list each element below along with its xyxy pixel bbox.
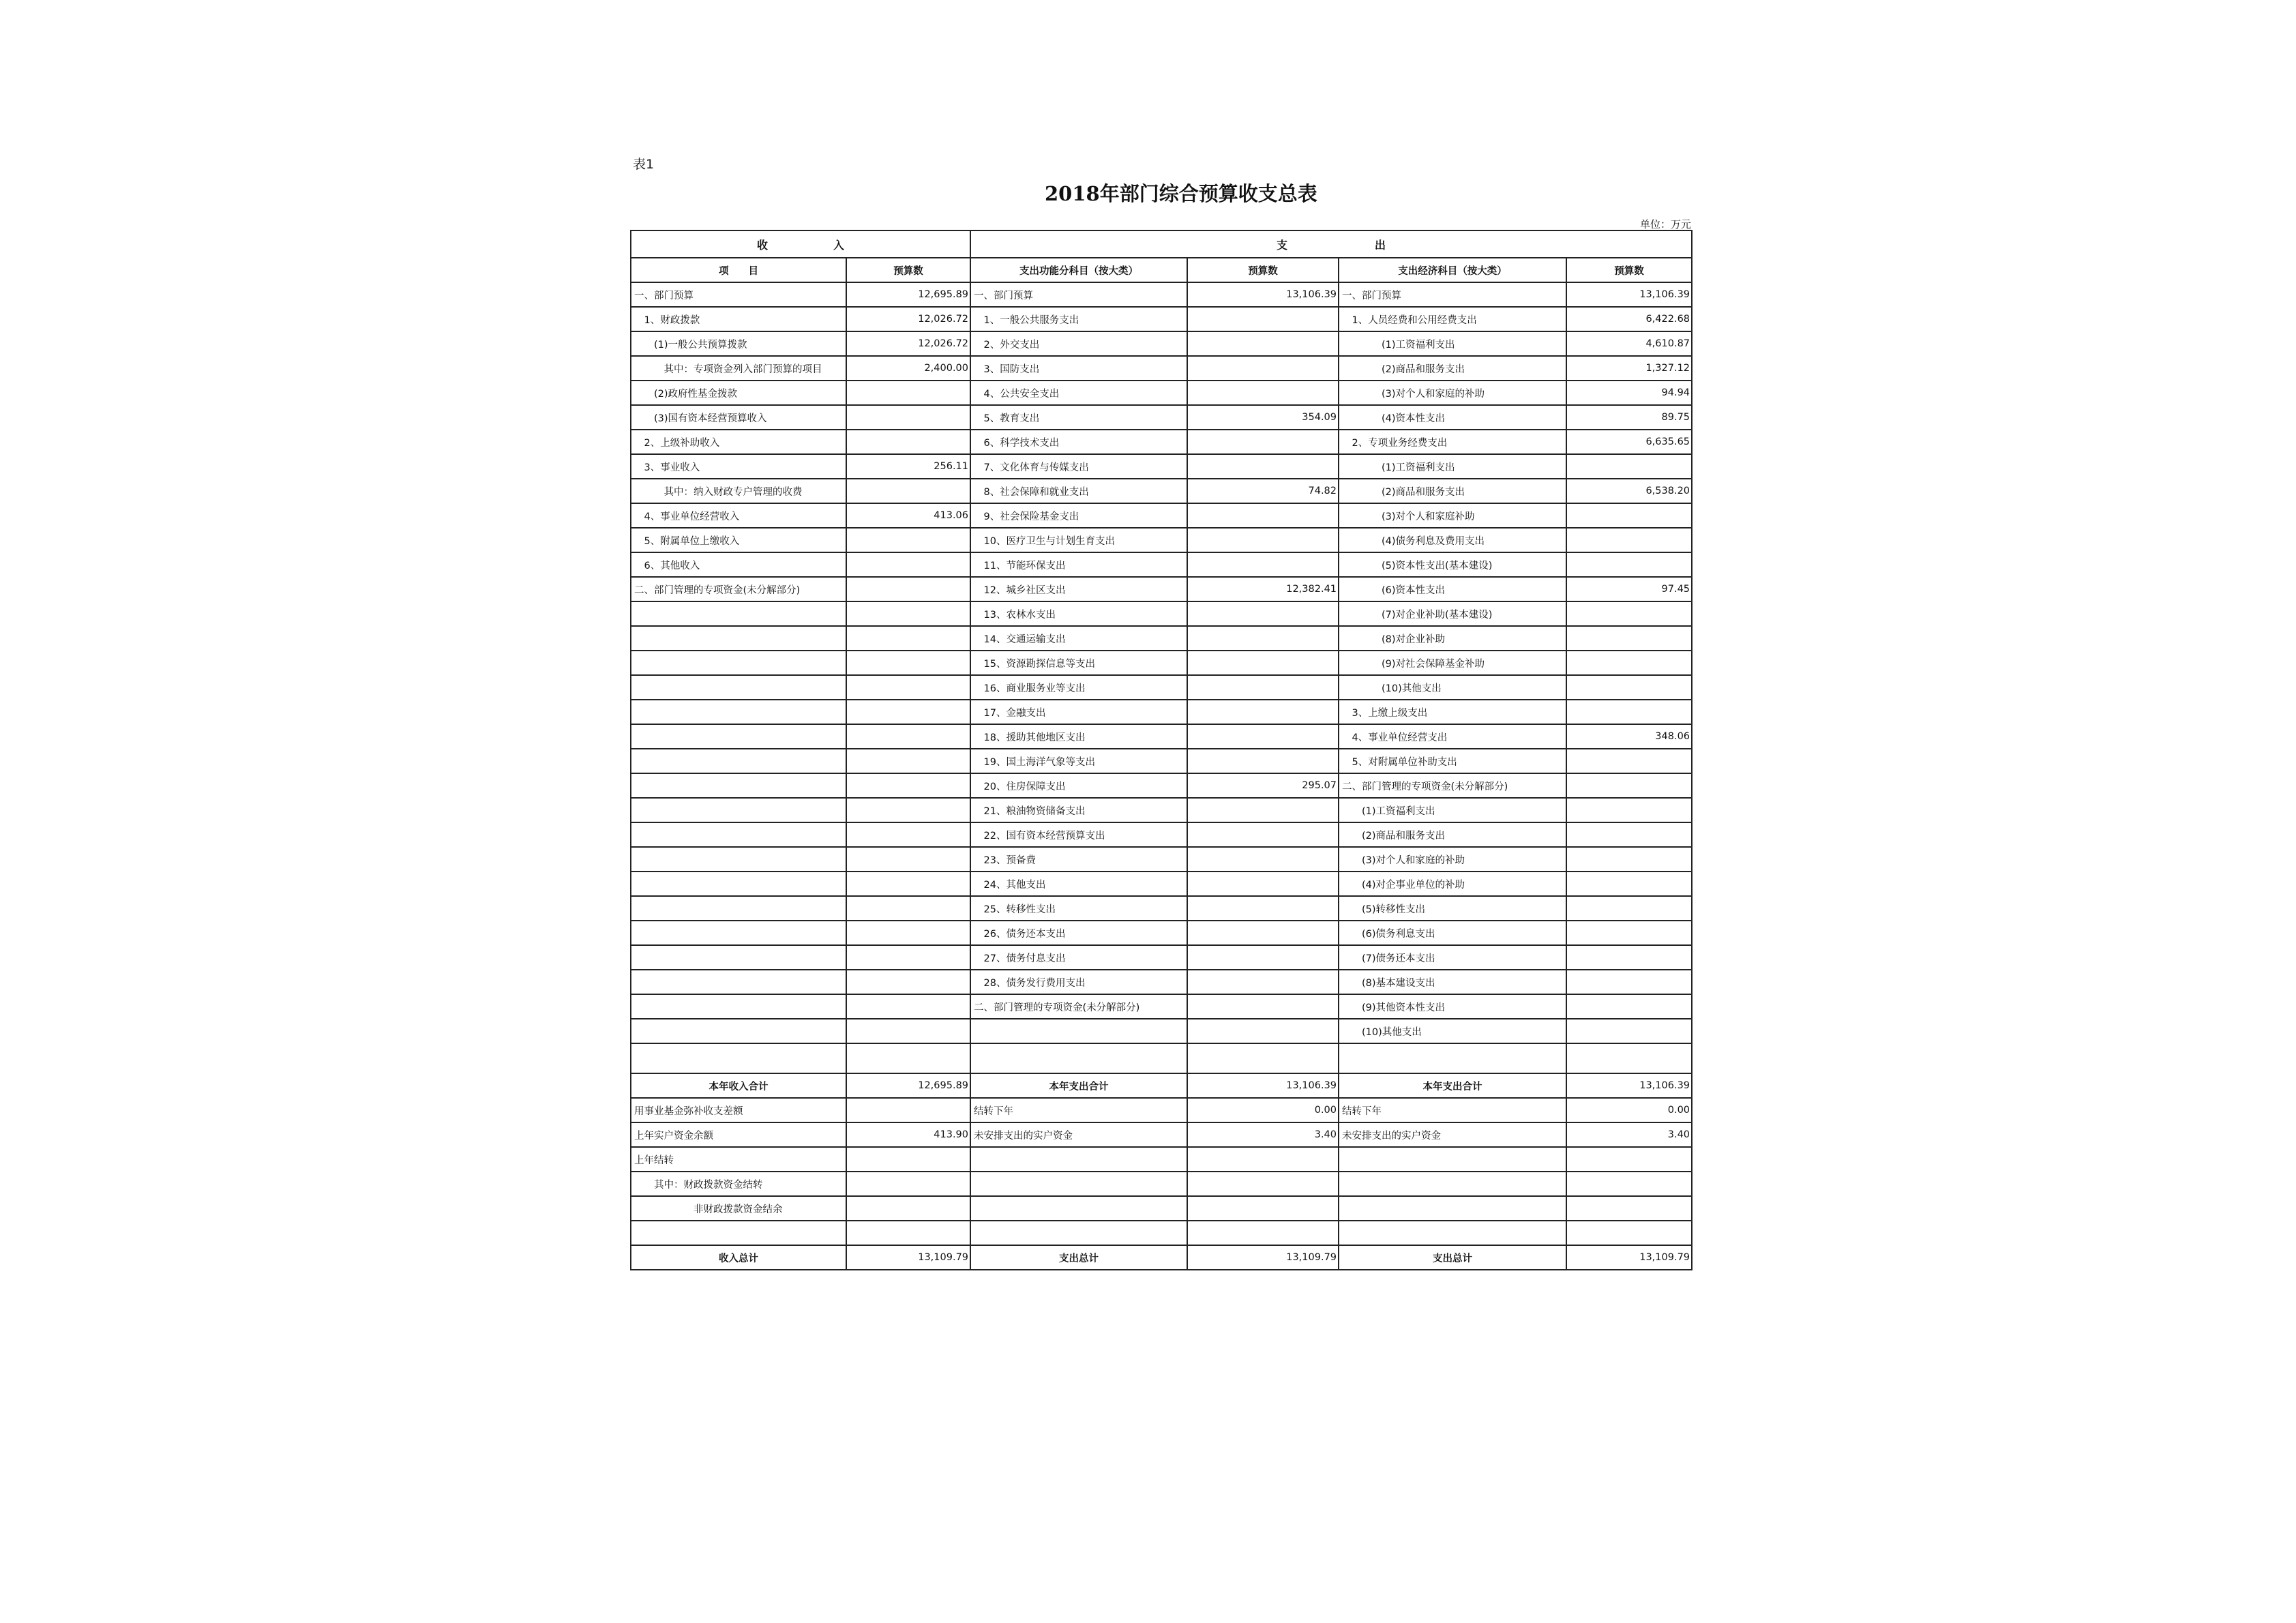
func-amount-cell [1187, 454, 1339, 479]
income-amount-cell [846, 847, 970, 872]
econ-amount-cell [1566, 700, 1692, 724]
econ-amount-cell [1566, 822, 1692, 847]
func-amount-cell [1187, 749, 1339, 773]
income-amount-cell [846, 970, 970, 994]
budget-table [630, 230, 1693, 1270]
func-amount-cell: 74.82 [1187, 479, 1339, 503]
func-amount-cell [1187, 872, 1339, 896]
column-header-row [631, 258, 1692, 282]
income-item-cell: (2)政府性基金拨款 [631, 381, 846, 405]
income-item-header: 项 目 [631, 258, 846, 282]
table-row [631, 479, 1692, 503]
table-row [631, 454, 1692, 479]
econ-amount-cell: 97.45 [1566, 577, 1692, 601]
table-row [631, 872, 1692, 896]
income-amount-cell [846, 994, 970, 1019]
table-row [631, 847, 1692, 872]
econ-amount-cell [1566, 1196, 1692, 1221]
econ-item-cell: (8)对企业补助 [1339, 626, 1566, 651]
func-item-cell: 未安排支出的实户资金 [970, 1122, 1187, 1147]
econ-amount-cell [1566, 994, 1692, 1019]
func-amount-total-cell: 13,109.79 [1187, 1245, 1339, 1270]
econ-amount-cell [1566, 1147, 1692, 1172]
econ-item-cell: (2)商品和服务支出 [1339, 822, 1566, 847]
func-item-cell: 14、交通运输支出 [970, 626, 1187, 651]
table-row [631, 970, 1692, 994]
econ-item-total-cell: 支出总计 [1339, 1245, 1566, 1270]
econ-amount-cell [1566, 921, 1692, 945]
income-item-cell: 1、财政拨款 [631, 307, 846, 331]
income-item-cell [631, 773, 846, 798]
income-amount-cell [846, 479, 970, 503]
econ-amount-cell [1566, 675, 1692, 700]
table-row [631, 822, 1692, 847]
econ-item-cell: 1、人员经费和公用经费支出 [1339, 307, 1566, 331]
expense-section-header: 支 出 [970, 230, 1692, 258]
income-amount-cell [846, 528, 970, 552]
econ-amount-cell [1566, 970, 1692, 994]
econ-amount-cell [1566, 651, 1692, 675]
income-item-cell [631, 651, 846, 675]
func-item-cell: 19、国土海洋气象等支出 [970, 749, 1187, 773]
table-row [631, 1019, 1692, 1043]
income-item-cell [631, 675, 846, 700]
income-amount-total-cell: 12,695.89 [846, 1073, 970, 1098]
income-item-cell: 6、其他收入 [631, 552, 846, 577]
income-item-cell: (1)一般公共预算拨款 [631, 331, 846, 356]
func-amount-cell [1187, 847, 1339, 872]
income-item-cell [631, 749, 846, 773]
table-row [631, 528, 1692, 552]
func-item-cell: 13、农林水支出 [970, 601, 1187, 626]
econ-amount-cell [1566, 749, 1692, 773]
econ-amount-cell [1566, 945, 1692, 970]
econ-amount-cell: 348.06 [1566, 724, 1692, 749]
income-amount-cell [846, 651, 970, 675]
func-amount-cell [1187, 700, 1339, 724]
table-row [631, 798, 1692, 822]
econ-item-cell [1339, 1172, 1566, 1196]
income-amount-cell [846, 601, 970, 626]
func-amount-cell [1187, 798, 1339, 822]
func-item-cell [970, 1172, 1187, 1196]
econ-item-cell: 5、对附属单位补助支出 [1339, 749, 1566, 773]
func-item-cell [970, 1147, 1187, 1172]
income-item-cell: (3)国有资本经营预算收入 [631, 405, 846, 430]
func-amount-cell: 0.00 [1187, 1098, 1339, 1122]
func-amount-cell [1187, 1221, 1339, 1245]
econ-item-cell: (2)商品和服务支出 [1339, 479, 1566, 503]
func-item-cell: 7、文化体育与传媒支出 [970, 454, 1187, 479]
func-amount-total-cell: 13,106.39 [1187, 1073, 1339, 1098]
income-amount-cell [846, 430, 970, 454]
income-amount-cell [846, 1019, 970, 1043]
func-amount-cell [1187, 822, 1339, 847]
table-row [631, 945, 1692, 970]
func-amount-cell [1187, 945, 1339, 970]
table-row [631, 896, 1692, 921]
income-amount-cell: 12,026.72 [846, 307, 970, 331]
func-amount-cell [1187, 1172, 1339, 1196]
func-amount-cell [1187, 651, 1339, 675]
econ-amount-cell [1566, 896, 1692, 921]
func-amount-cell [1187, 307, 1339, 331]
func-item-cell: 21、粮油物资储备支出 [970, 798, 1187, 822]
table-row [631, 1196, 1692, 1221]
table-row [631, 700, 1692, 724]
econ-amount-cell [1566, 1172, 1692, 1196]
page-title: 2018年部门综合预算收支总表 [1045, 182, 1317, 205]
econ-item-cell: 二、部门管理的专项资金(未分解部分) [1339, 773, 1566, 798]
econ-amount-cell: 94.94 [1566, 381, 1692, 405]
func-item-cell: 18、援助其他地区支出 [970, 724, 1187, 749]
econ-item-cell: 2、专项业务经费支出 [1339, 430, 1566, 454]
table-row [631, 430, 1692, 454]
income-item-cell: 2、上级补助收入 [631, 430, 846, 454]
econ-amount-cell [1566, 454, 1692, 479]
table-row [631, 1122, 1692, 1147]
func-amount-cell: 295.07 [1187, 773, 1339, 798]
table-row [631, 577, 1692, 601]
income-item-cell [631, 798, 846, 822]
income-amount-cell [846, 822, 970, 847]
econ-amount-cell [1566, 503, 1692, 528]
income-amount-cell: 413.90 [846, 1122, 970, 1147]
income-item-cell: 其中：财政拨款资金结转 [631, 1172, 846, 1196]
income-item-cell: 非财政拨款资金结余 [631, 1196, 846, 1221]
econ-item-cell: (9)其他资本性支出 [1339, 994, 1566, 1019]
income-amount-cell [846, 552, 970, 577]
func-item-cell [970, 1019, 1187, 1043]
econ-item-cell: (8)基本建设支出 [1339, 970, 1566, 994]
econ-item-cell: (7)债务还本支出 [1339, 945, 1566, 970]
econ-item-cell: (4)对企事业单位的补助 [1339, 872, 1566, 896]
func-item-cell: 20、住房保障支出 [970, 773, 1187, 798]
table-row [631, 307, 1692, 331]
econ-item-cell: (1)工资福利支出 [1339, 798, 1566, 822]
table-row [631, 626, 1692, 651]
income-amount-cell [846, 945, 970, 970]
func-item-cell: 4、公共安全支出 [970, 381, 1187, 405]
income-item-cell [631, 970, 846, 994]
econ-amount-cell [1566, 1221, 1692, 1245]
income-amount-cell [846, 626, 970, 651]
income-item-cell [631, 822, 846, 847]
func-item-cell: 2、外交支出 [970, 331, 1187, 356]
econ-amount-cell: 3.40 [1566, 1122, 1692, 1147]
func-item-cell: 一、部门预算 [970, 282, 1187, 307]
income-amount-cell [846, 700, 970, 724]
func-amount-cell [1187, 921, 1339, 945]
econ-item-cell [1339, 1147, 1566, 1172]
func-amount-cell [1187, 528, 1339, 552]
econ-amount-cell [1566, 773, 1692, 798]
income-item-cell [631, 872, 846, 896]
table-row [631, 1147, 1692, 1172]
table-row [631, 405, 1692, 430]
func-item-cell: 22、国有资本经营预算支出 [970, 822, 1187, 847]
empty-cell [970, 1043, 1187, 1073]
econ-item-cell: (10)其他支出 [1339, 1019, 1566, 1043]
table-number-label: 表1 [633, 157, 655, 172]
budget-table-body [631, 230, 1692, 1270]
func-amount-cell [1187, 1196, 1339, 1221]
econ-amount-cell: 6,635.65 [1566, 430, 1692, 454]
table-row [631, 381, 1692, 405]
func-item-cell: 3、国防支出 [970, 356, 1187, 381]
econ-item-cell: (2)商品和服务支出 [1339, 356, 1566, 381]
income-amount-cell [846, 773, 970, 798]
empty-cell [846, 1043, 970, 1073]
func-item-cell [970, 1196, 1187, 1221]
empty-cell [1339, 1043, 1566, 1073]
func-item-cell: 12、城乡社区支出 [970, 577, 1187, 601]
income-item-cell [631, 847, 846, 872]
empty-cell [1187, 1043, 1339, 1073]
econ-amount-cell: 0.00 [1566, 1098, 1692, 1122]
func-item-cell: 16、商业服务业等支出 [970, 675, 1187, 700]
table-row [631, 331, 1692, 356]
income-amount-cell: 2,400.00 [846, 356, 970, 381]
income-section-header: 收 入 [631, 230, 970, 258]
func-amount-cell [1187, 626, 1339, 651]
econ-item-cell: (5)资本性支出(基本建设) [1339, 552, 1566, 577]
func-amount-cell [1187, 896, 1339, 921]
func-item-cell [970, 1221, 1187, 1245]
func-item-cell: 1、一般公共服务支出 [970, 307, 1187, 331]
econ-item-cell: (3)对个人和家庭的补助 [1339, 381, 1566, 405]
econ-amount-cell: 6,538.20 [1566, 479, 1692, 503]
func-item-cell: 6、科学技术支出 [970, 430, 1187, 454]
income-amount-cell [846, 798, 970, 822]
income-item-cell [631, 700, 846, 724]
econ-item-header: 支出经济科目（按大类） [1339, 258, 1566, 282]
econ-item-cell: (6)资本性支出 [1339, 577, 1566, 601]
table-row [631, 1221, 1692, 1245]
income-item-cell: 4、事业单位经营收入 [631, 503, 846, 528]
func-item-cell: 结转下年 [970, 1098, 1187, 1122]
income-amount-cell: 12,695.89 [846, 282, 970, 307]
income-item-cell: 3、事业收入 [631, 454, 846, 479]
econ-item-cell: (4)资本性支出 [1339, 405, 1566, 430]
func-amount-cell [1187, 724, 1339, 749]
func-item-total-cell: 本年支出合计 [970, 1073, 1187, 1098]
func-amount-cell: 12,382.41 [1187, 577, 1339, 601]
econ-item-cell: (10)其他支出 [1339, 675, 1566, 700]
econ-item-cell: 一、部门预算 [1339, 282, 1566, 307]
econ-item-cell: 结转下年 [1339, 1098, 1566, 1122]
income-amount-cell [846, 1147, 970, 1172]
econ-amount-total-cell: 13,109.79 [1566, 1245, 1692, 1270]
func-amount-cell [1187, 1019, 1339, 1043]
econ-item-cell [1339, 1196, 1566, 1221]
econ-item-cell: (4)债务利息及费用支出 [1339, 528, 1566, 552]
func-amount-cell [1187, 356, 1339, 381]
func-item-cell: 26、债务还本支出 [970, 921, 1187, 945]
income-item-cell [631, 601, 846, 626]
income-amount-header: 预算数 [846, 258, 970, 282]
table-row [631, 356, 1692, 381]
func-amount-cell: 3.40 [1187, 1122, 1339, 1147]
income-item-cell [631, 921, 846, 945]
income-item-cell: 其中：专项资金列入部门预算的项目 [631, 356, 846, 381]
table-row [631, 651, 1692, 675]
func-amount-cell [1187, 601, 1339, 626]
income-item-cell [631, 994, 846, 1019]
income-item-total-cell: 本年收入合计 [631, 1073, 846, 1098]
income-item-cell: 二、部门管理的专项资金(未分解部分) [631, 577, 846, 601]
func-item-cell: 23、预备费 [970, 847, 1187, 872]
income-amount-cell [846, 724, 970, 749]
econ-amount-cell: 1,327.12 [1566, 356, 1692, 381]
income-item-cell [631, 626, 846, 651]
income-amount-cell [846, 1098, 970, 1122]
table-row [631, 1172, 1692, 1196]
func-amount-cell: 13,106.39 [1187, 282, 1339, 307]
income-amount-cell [846, 675, 970, 700]
func-item-cell: 25、转移性支出 [970, 896, 1187, 921]
income-item-cell: 上年实户资金余额 [631, 1122, 846, 1147]
econ-amount-total-cell: 13,106.39 [1566, 1073, 1692, 1098]
econ-amount-cell: 4,610.87 [1566, 331, 1692, 356]
table-row [631, 503, 1692, 528]
func-amount-cell [1187, 381, 1339, 405]
table-row [631, 724, 1692, 749]
econ-amount-cell: 89.75 [1566, 405, 1692, 430]
func-item-cell: 二、部门管理的专项资金(未分解部分) [970, 994, 1187, 1019]
func-amount-cell [1187, 430, 1339, 454]
table-row [631, 1098, 1692, 1122]
income-amount-cell [846, 1172, 970, 1196]
econ-item-total-cell: 本年支出合计 [1339, 1073, 1566, 1098]
income-item-cell: 其中：纳入财政专户管理的收费 [631, 479, 846, 503]
econ-amount-cell [1566, 1019, 1692, 1043]
income-amount-cell [846, 405, 970, 430]
econ-item-cell: (5)转移性支出 [1339, 896, 1566, 921]
econ-amount-cell [1566, 601, 1692, 626]
econ-amount-cell [1566, 626, 1692, 651]
income-item-cell [631, 945, 846, 970]
econ-amount-cell: 13,106.39 [1566, 282, 1692, 307]
econ-amount-cell: 6,422.68 [1566, 307, 1692, 331]
func-amount-cell [1187, 994, 1339, 1019]
func-amount-cell: 354.09 [1187, 405, 1339, 430]
income-item-cell [631, 1019, 846, 1043]
func-item-cell: 9、社会保险基金支出 [970, 503, 1187, 528]
econ-amount-header: 预算数 [1566, 258, 1692, 282]
econ-amount-cell [1566, 552, 1692, 577]
func-amount-header: 预算数 [1187, 258, 1339, 282]
func-amount-cell [1187, 970, 1339, 994]
table-row [631, 675, 1692, 700]
func-amount-cell [1187, 552, 1339, 577]
section-header-row [631, 230, 1692, 258]
econ-amount-cell [1566, 872, 1692, 896]
econ-item-cell: (3)对个人和家庭补助 [1339, 503, 1566, 528]
econ-item-cell: (1)工资福利支出 [1339, 331, 1566, 356]
table-row [631, 994, 1692, 1019]
income-item-cell: 一、部门预算 [631, 282, 846, 307]
unit-note: 单位：万元 [1639, 218, 1691, 230]
income-amount-cell [846, 381, 970, 405]
annual-total-row [631, 1073, 1692, 1098]
econ-item-cell: 4、事业单位经营支出 [1339, 724, 1566, 749]
income-amount-cell: 256.11 [846, 454, 970, 479]
table-row [631, 282, 1692, 307]
econ-amount-cell [1566, 528, 1692, 552]
econ-item-cell: 未安排支出的实户资金 [1339, 1122, 1566, 1147]
func-amount-cell [1187, 331, 1339, 356]
func-amount-cell [1187, 675, 1339, 700]
econ-amount-cell [1566, 847, 1692, 872]
spacer-row [631, 1043, 1692, 1073]
table-row [631, 601, 1692, 626]
income-item-total-cell: 收入总计 [631, 1245, 846, 1270]
empty-cell [631, 1043, 846, 1073]
econ-item-cell: 3、上缴上级支出 [1339, 700, 1566, 724]
income-amount-cell [846, 749, 970, 773]
income-amount-cell [846, 921, 970, 945]
econ-item-cell: (1)工资福利支出 [1339, 454, 1566, 479]
income-amount-cell [846, 577, 970, 601]
income-item-cell: 上年结转 [631, 1147, 846, 1172]
econ-item-cell: (3)对个人和家庭的补助 [1339, 847, 1566, 872]
econ-item-cell [1339, 1221, 1566, 1245]
income-amount-total-cell: 13,109.79 [846, 1245, 970, 1270]
income-amount-cell [846, 1196, 970, 1221]
income-amount-cell [846, 872, 970, 896]
func-item-cell: 27、债务付息支出 [970, 945, 1187, 970]
func-item-cell: 17、金融支出 [970, 700, 1187, 724]
func-item-total-cell: 支出总计 [970, 1245, 1187, 1270]
econ-item-cell: (7)对企业补助(基本建设) [1339, 601, 1566, 626]
grand-total-row [631, 1245, 1692, 1270]
table-row [631, 773, 1692, 798]
econ-item-cell: (9)对社会保障基金补助 [1339, 651, 1566, 675]
func-item-cell: 5、教育支出 [970, 405, 1187, 430]
income-amount-cell: 12,026.72 [846, 331, 970, 356]
table-row [631, 749, 1692, 773]
table-row [631, 552, 1692, 577]
income-amount-cell [846, 896, 970, 921]
income-item-cell: 用事业基金弥补收支差额 [631, 1098, 846, 1122]
income-item-cell [631, 724, 846, 749]
econ-amount-cell [1566, 798, 1692, 822]
func-item-cell: 11、节能环保支出 [970, 552, 1187, 577]
func-item-header: 支出功能分科目（按大类） [970, 258, 1187, 282]
empty-cell [1566, 1043, 1692, 1073]
income-item-cell: 5、附属单位上缴收入 [631, 528, 846, 552]
func-item-cell: 10、医疗卫生与计划生育支出 [970, 528, 1187, 552]
func-item-cell: 24、其他支出 [970, 872, 1187, 896]
func-amount-cell [1187, 503, 1339, 528]
table-row [631, 921, 1692, 945]
income-item-cell [631, 1221, 846, 1245]
income-amount-cell: 413.06 [846, 503, 970, 528]
func-item-cell: 8、社会保障和就业支出 [970, 479, 1187, 503]
income-item-cell [631, 896, 846, 921]
income-amount-cell [846, 1221, 970, 1245]
func-item-cell: 15、资源勘探信息等支出 [970, 651, 1187, 675]
func-amount-cell [1187, 1147, 1339, 1172]
econ-item-cell: (6)债务利息支出 [1339, 921, 1566, 945]
func-item-cell: 28、债务发行费用支出 [970, 970, 1187, 994]
